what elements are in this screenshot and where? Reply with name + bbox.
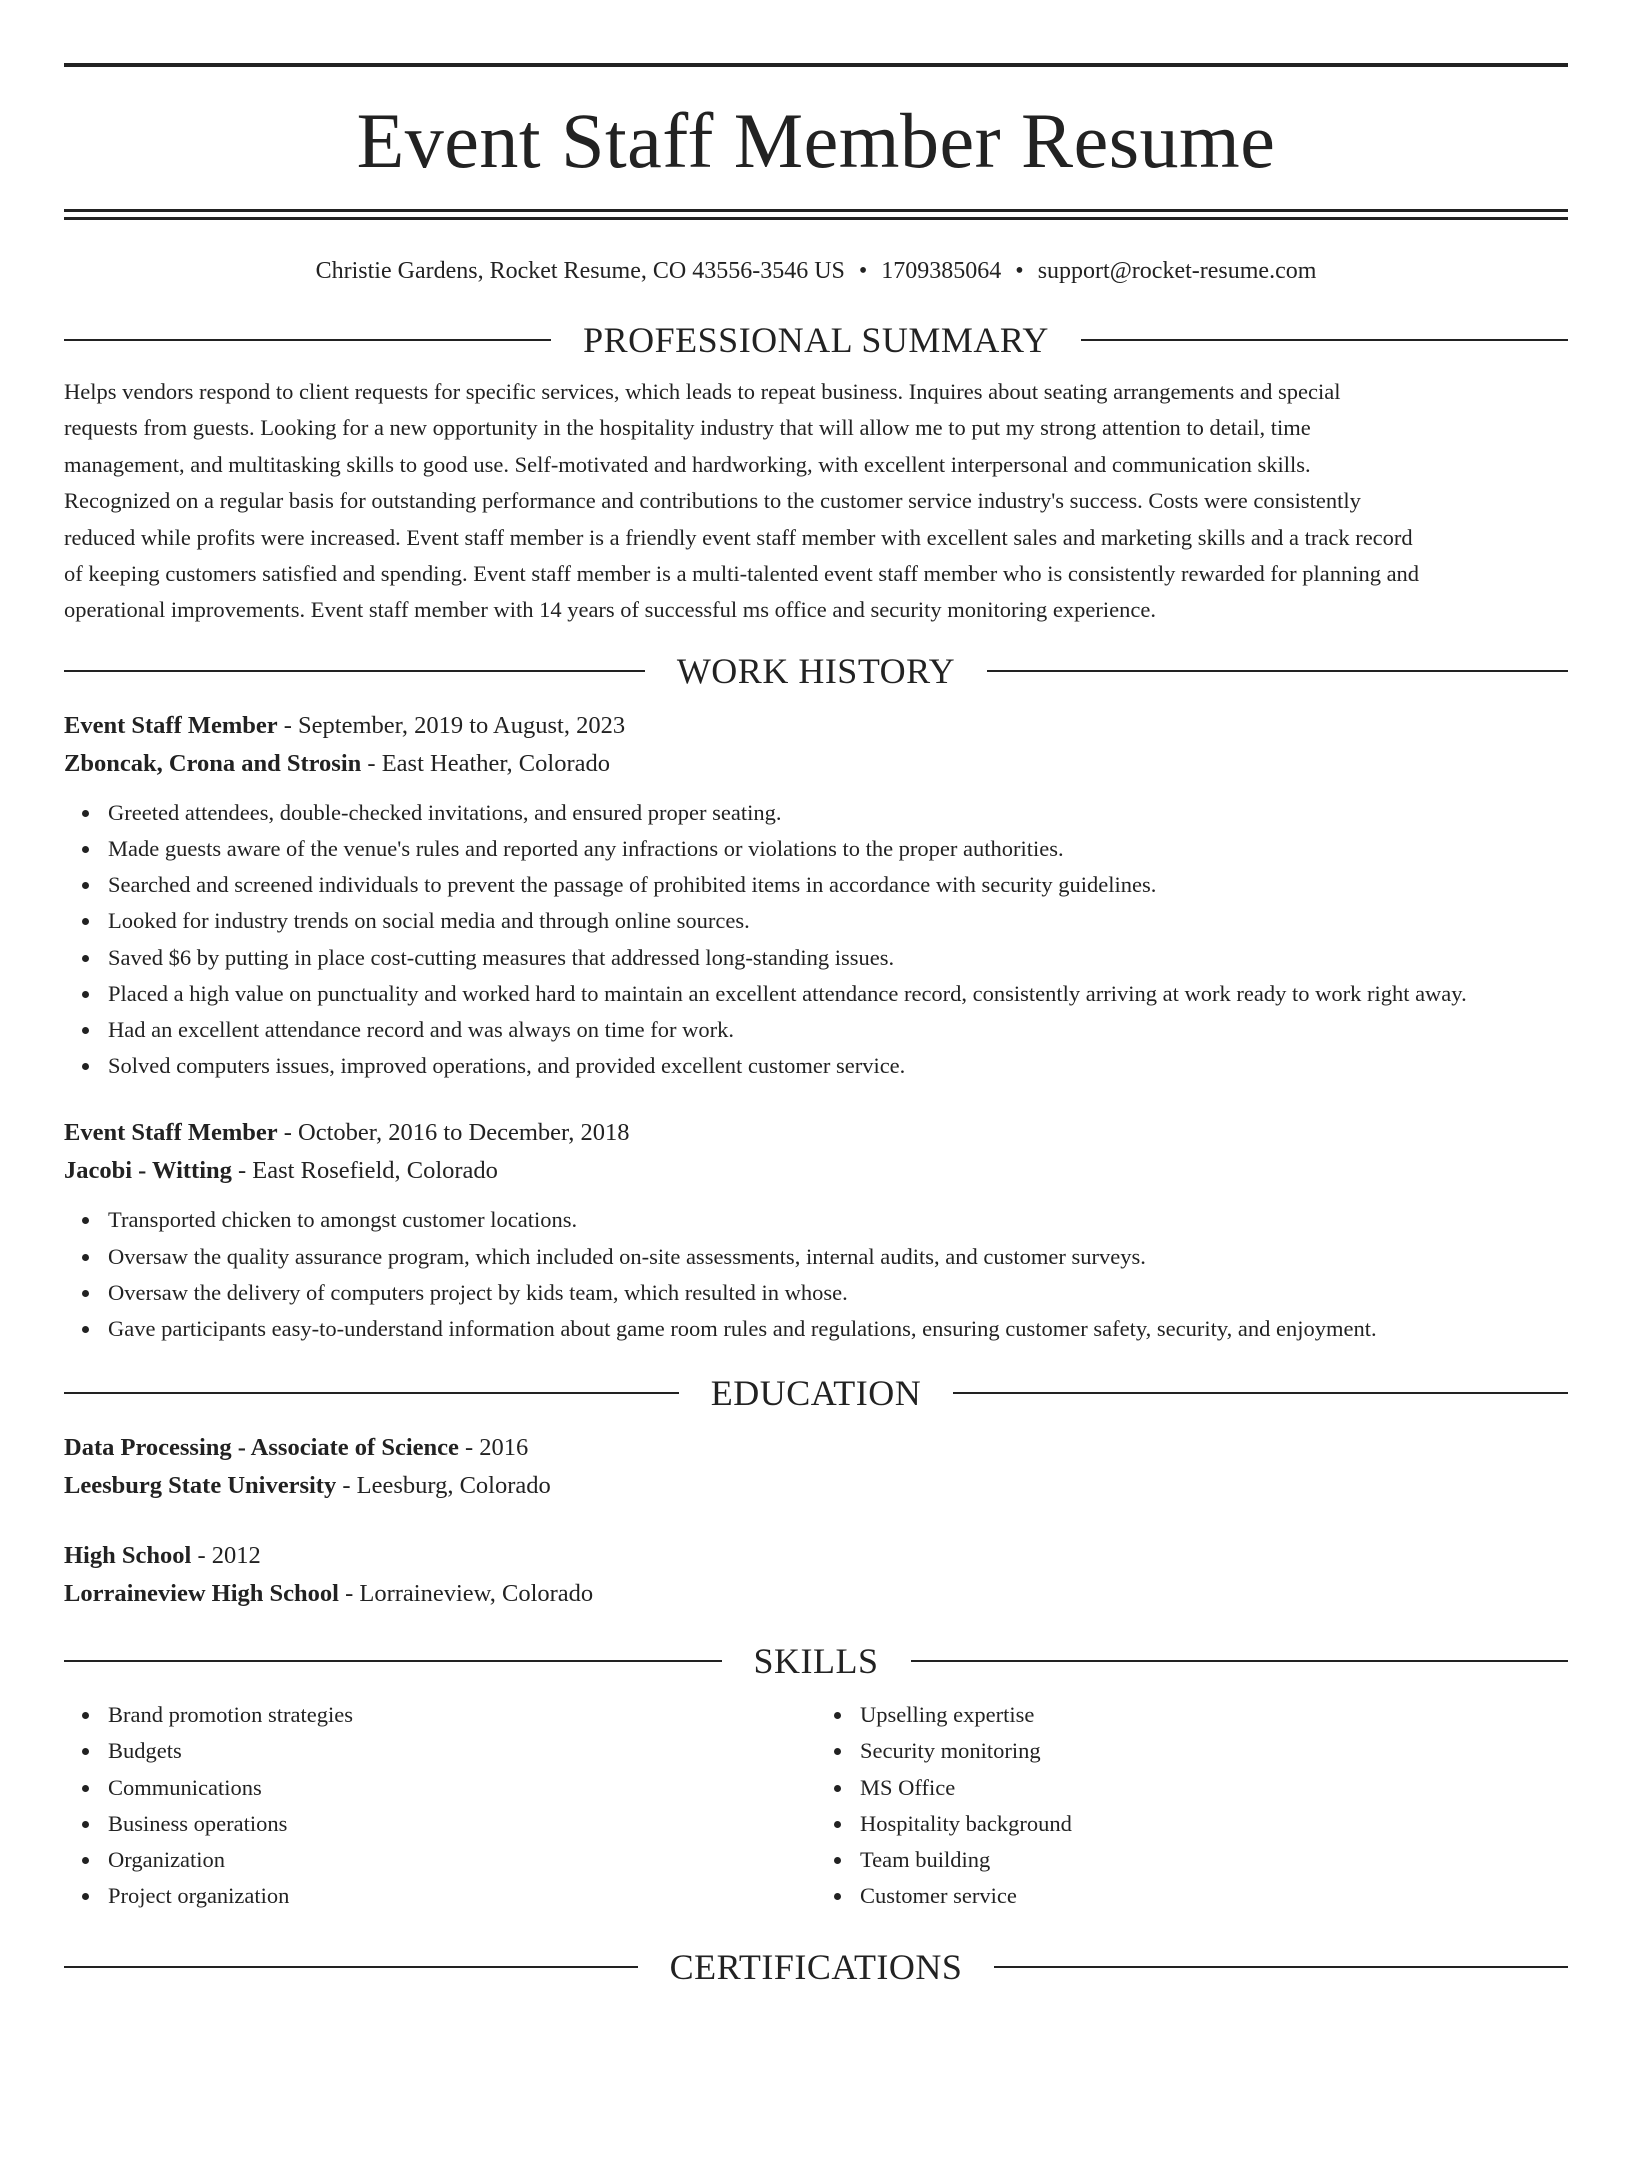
edu-school: Leesburg State University	[64, 1472, 337, 1500]
job-location: - East Rosefield, Colorado	[231, 1157, 498, 1185]
job-bullets	[64, 795, 1568, 1085]
list-item: Placed a high value on punctuality and worked hard to maintain an excellent attendance record, consistently arriving at work ready to work right away.	[108, 976, 1568, 1012]
heading-rule-left	[64, 1392, 679, 1394]
edu-location: - Lorraineview, Colorado	[338, 1580, 594, 1608]
list-item: Greeted attendees, double-checked invitations, and ensured proper seating.	[108, 795, 1568, 831]
list-item: Searched and screened individuals to prevent the passage of prohibited items in accordance with security guidelines.	[108, 867, 1568, 903]
heading-rule-left	[64, 339, 551, 341]
list-item: Team building	[860, 1842, 1568, 1878]
list-item: Organization	[108, 1842, 816, 1878]
section-label: SKILLS	[753, 1641, 879, 1682]
section-heading-skills	[64, 1639, 1568, 1683]
list-item: Looked for industry trends on social media and through online sources.	[108, 903, 1568, 939]
edu-school: Lorraineview High School	[64, 1580, 339, 1608]
job-entry	[64, 707, 1568, 1085]
edu-year: - 2012	[191, 1542, 261, 1570]
title-double-divider	[64, 209, 1568, 220]
job-title-line	[64, 1114, 1568, 1152]
job-dates: - September, 2019 to August, 2023	[277, 711, 626, 739]
list-item: Project organization	[108, 1878, 816, 1914]
list-item: Saved $6 by putting in place cost-cutting measures that addressed long-standing issues.	[108, 940, 1568, 976]
section-label: WORK HISTORY	[676, 650, 956, 691]
list-item: Transported chicken to amongst customer locations.	[108, 1202, 1568, 1238]
heading-rule-left	[64, 670, 645, 672]
job-company: Jacobi - Witting	[64, 1157, 232, 1185]
list-item: Brand promotion strategies	[108, 1697, 816, 1733]
section-label: CERTIFICATIONS	[669, 1946, 963, 1987]
list-item: Upselling expertise	[860, 1697, 1568, 1733]
list-item: Business operations	[108, 1806, 816, 1842]
skills-grid	[64, 1697, 1568, 1914]
summary-paragraph	[64, 374, 1568, 629]
education-entry	[64, 1429, 1568, 1505]
skills-column-right	[816, 1697, 1568, 1914]
edu-location: - Leesburg, Colorado	[336, 1472, 551, 1500]
summary-line: requests from guests. Looking for a new opportunity in the hospitality industry that will allow me to put my strong attention to detail, time	[64, 415, 1311, 441]
job-title: Event Staff Member	[64, 1119, 278, 1147]
list-item: Made guests aware of the venue's rules and reported any infractions or violations to the proper authorities.	[108, 831, 1568, 867]
edu-year: - 2016	[458, 1434, 529, 1462]
list-item: MS Office	[860, 1770, 1568, 1806]
job-location: - East Heather, Colorado	[361, 749, 610, 777]
list-item: Hospitality background	[860, 1806, 1568, 1842]
contact-line	[64, 256, 1568, 286]
heading-rule-right	[987, 670, 1568, 672]
heading-rule-right	[994, 1966, 1568, 1968]
list-item: Had an excellent attendance record and was always on time for work.	[108, 1012, 1568, 1048]
education-entry	[64, 1537, 1568, 1613]
section-label: EDUCATION	[710, 1373, 922, 1414]
contact-address: Christie Gardens, Rocket Resume, CO 43556-3546 US	[315, 258, 845, 284]
contact-phone: 1709385064	[881, 258, 1002, 284]
edu-school-line	[64, 1467, 1568, 1505]
section-heading-work	[64, 649, 1568, 693]
skills-column-left	[64, 1697, 816, 1914]
list-item: Solved computers issues, improved operations, and provided excellent customer service.	[108, 1048, 1568, 1084]
job-title: Event Staff Member	[64, 711, 278, 739]
job-title-line	[64, 707, 1568, 745]
heading-rule-right	[1081, 339, 1568, 341]
heading-rule-left	[64, 1966, 638, 1968]
section-heading-education	[64, 1371, 1568, 1415]
edu-degree-line	[64, 1537, 1568, 1575]
job-company-line	[64, 1152, 1568, 1190]
section-heading-certifications	[64, 1945, 1568, 1989]
heading-rule-right	[953, 1392, 1568, 1394]
list-item: Security monitoring	[860, 1733, 1568, 1769]
edu-school-line	[64, 1575, 1568, 1613]
list-item: Oversaw the quality assurance program, which included on-site assessments, internal audits, and customer surveys.	[108, 1239, 1568, 1275]
summary-line: reduced while profits were increased. Event staff member is a friendly event staff member with excellent sales and marketing skills and a track record	[64, 524, 1413, 550]
list-item: Customer service	[860, 1878, 1568, 1914]
heading-rule-left	[64, 1660, 722, 1662]
list-item: Oversaw the delivery of computers project by kids team, which resulted in whose.	[108, 1275, 1568, 1311]
contact-separator: •	[1015, 258, 1024, 284]
heading-rule-right	[911, 1660, 1569, 1662]
contact-email: support@rocket-resume.com	[1037, 258, 1317, 284]
list-item: Budgets	[108, 1733, 816, 1769]
summary-line: management, and multitasking skills to good use. Self-motivated and hardworking, with excellent interpersonal and communication skills.	[64, 451, 1311, 477]
edu-degree: Data Processing - Associate of Science	[64, 1434, 459, 1462]
job-company-line	[64, 745, 1568, 783]
summary-line: Helps vendors respond to client requests for specific services, which leads to repeat business. Inquires about seating arrangements and special	[64, 379, 1341, 404]
summary-line: of keeping customers satisfied and spending. Event staff member is a multi-talented event staff member who is consistently rewarded for planning and	[64, 561, 1420, 587]
job-bullets	[64, 1202, 1568, 1347]
summary-line: Recognized on a regular basis for outstanding performance and contributions to the customer service industry's success. Costs were consistently	[64, 488, 1361, 514]
job-company: Zboncak, Crona and Strosin	[64, 749, 362, 777]
section-heading-summary	[64, 318, 1568, 362]
edu-degree-line	[64, 1429, 1568, 1467]
summary-line: operational improvements. Event staff member with 14 years of successful ms office and security monitoring experience.	[64, 597, 1156, 623]
job-dates: - October, 2016 to December, 2018	[277, 1119, 630, 1147]
edu-degree: High School	[64, 1542, 192, 1570]
resume-page	[0, 63, 1632, 2175]
list-item: Communications	[108, 1770, 816, 1806]
list-item: Gave participants easy-to-understand information about game room rules and regulations, ensuring customer safety, security, and enjoyment.	[108, 1311, 1568, 1347]
job-entry	[64, 1114, 1568, 1347]
contact-separator: •	[858, 258, 868, 284]
page-title: Event Staff Member Resume	[356, 97, 1276, 184]
section-label: PROFESSIONAL SUMMARY	[583, 320, 1049, 360]
